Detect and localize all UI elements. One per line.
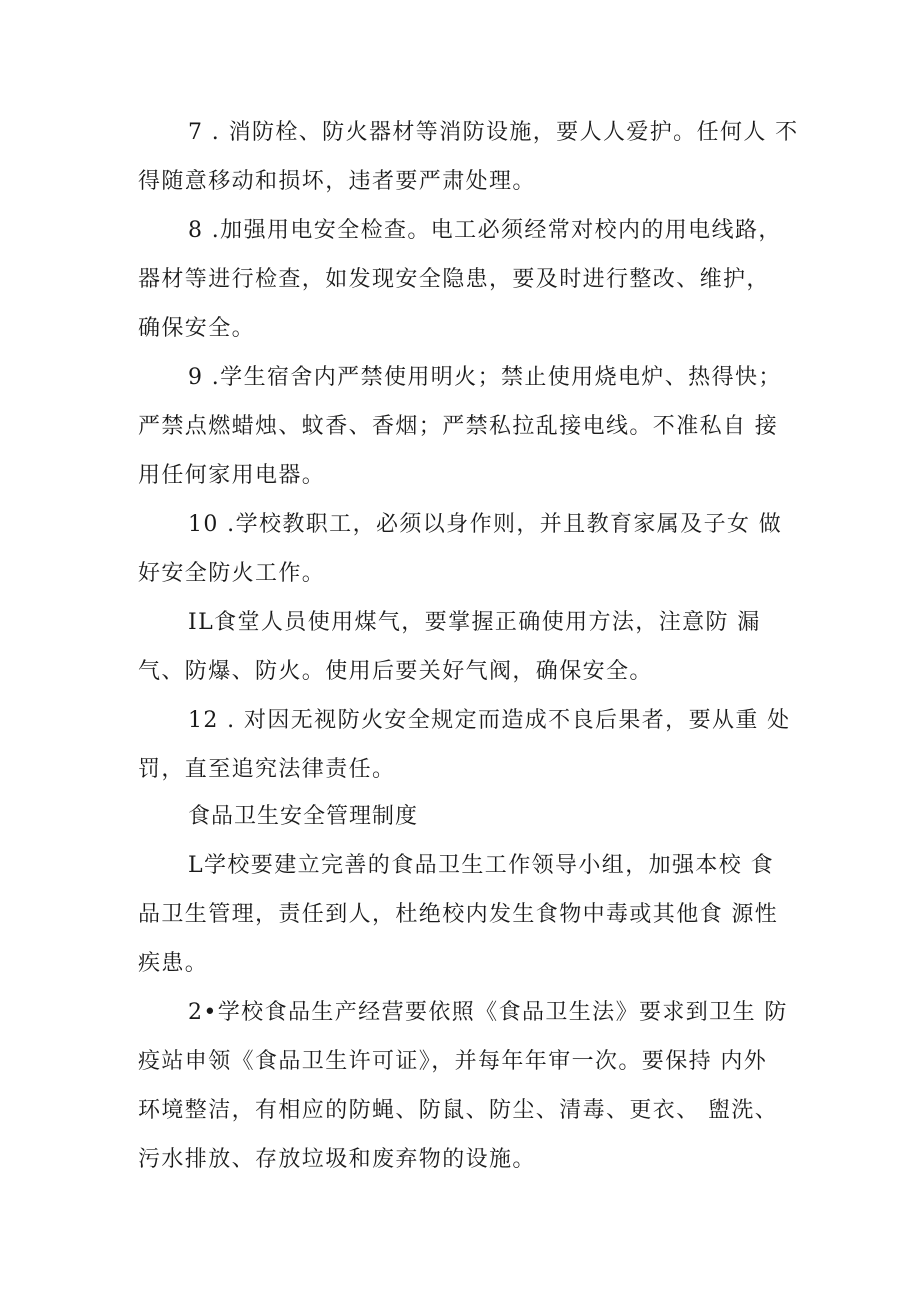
text-line: 得随意移动和损坏，违者要严肃处理。 [138, 169, 536, 194]
text-line: 好安全防火工作。 [138, 561, 326, 586]
text-line: 罚，直至追究法律责任。 [138, 757, 396, 782]
text-line: 2•学校食品生产经营要依照《食品卫生法》要求到卫生 防 [188, 1000, 788, 1025]
text-line: 确保安全。 [138, 316, 256, 341]
text-line: 8 .加强用电安全检查。电工必须经常对校内的用电线路， [188, 218, 782, 243]
text-line: IL食堂人员使用煤气，要掌握正确使用方法，注意防 漏 [188, 610, 761, 635]
text-line: 严禁点燃蜡烛、蚊香、香烟；严禁私拉乱接电线。不准私自 接 [138, 414, 779, 439]
text-line: 10 .学校教职工，必须以身作则，并且教育家属及子女 做 [188, 512, 783, 537]
text-line: L学校要建立完善的食品卫生工作领导小组，加强本校 食 [188, 853, 775, 878]
text-line: 疾患。 [138, 951, 209, 976]
text-line: 品卫生管理，责任到人，杜绝校内发生食物中毒或其他食 源性 [138, 902, 779, 927]
text-line: 用任何家用电器。 [138, 463, 326, 488]
text-line: 9 .学生宿舍内严禁使用明火；禁止使用烧电炉、热得快； [188, 365, 782, 390]
text-line: 气、防爆、防火。使用后要关好气阀，确保安全。 [138, 659, 653, 684]
text-line: 疫站申领《食品卫生许可证》，并每年年审一次。要保持 内外 [138, 1049, 768, 1074]
text-line: 12 . 对因无视防火安全规定而造成不良后果者，要从重 处 [188, 708, 791, 733]
text-line: 7 . 消防栓、防火器材等消防设施，要人人爱护。任何人 不 [188, 120, 799, 145]
text-line: 污水排放、存放垃圾和废弃物的设施。 [138, 1147, 536, 1172]
section-heading: 食品卫生安全管理制度 [188, 804, 419, 829]
text-line: 器材等进行检查，如发现安全隐患，要及时进行整改、维护， [138, 267, 770, 292]
text-line: 环境整洁，有相应的防蝇、防鼠、防尘、清毒、更衣、 盥洗、 [138, 1098, 779, 1123]
